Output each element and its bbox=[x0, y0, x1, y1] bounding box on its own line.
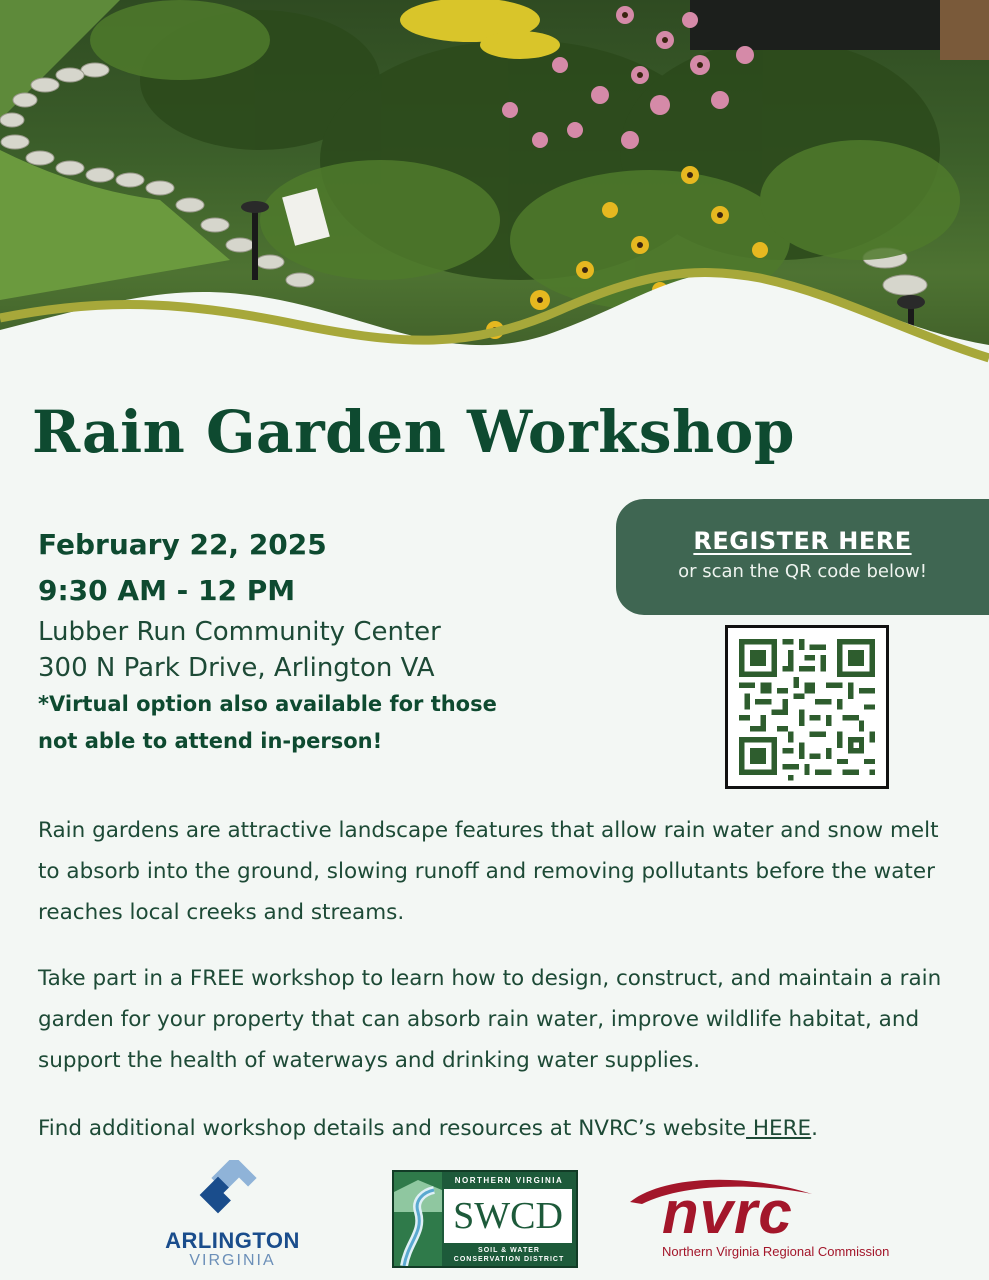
event-address: 300 N Park Drive, Arlington VA bbox=[38, 653, 435, 683]
swcd-top-label: NORTHERN VIRGINIA bbox=[454, 1176, 564, 1185]
resources-text: Find additional workshop details and resources at NVRC’s website bbox=[38, 1116, 747, 1141]
resources-period: . bbox=[811, 1116, 818, 1141]
page-title: Rain Garden Workshop bbox=[32, 398, 795, 466]
register-here-link[interactable]: REGISTER HERE bbox=[693, 527, 912, 555]
qr-code[interactable] bbox=[725, 625, 889, 789]
virtual-note: *Virtual option also available for those not able to attend in-person! bbox=[38, 692, 497, 753]
nvrc-subtitle: Northern Virginia Regional Commission bbox=[662, 1244, 890, 1259]
rain-garden-photo bbox=[0, 0, 989, 390]
swcd-river-icon bbox=[394, 1172, 442, 1266]
arlington-diamond-icon bbox=[150, 1160, 315, 1230]
swcd-main-label: SWCD bbox=[444, 1189, 572, 1243]
register-subtitle: or scan the QR code below! bbox=[678, 561, 927, 582]
arlington-name: ARLINGTON bbox=[165, 1228, 300, 1253]
event-date: February 22, 2025 bbox=[38, 528, 327, 561]
intro-paragraph: Rain gardens are attractive landscape features that allow rain water and snow melt to absorb into the ground, slowing runoff and removing pollutants before the water reaches local creeks and streams. bbox=[38, 818, 939, 925]
nvrc-logo bbox=[622, 1172, 912, 1268]
arlington-logo bbox=[150, 1160, 315, 1275]
arlington-subtitle: VIRGINIA bbox=[189, 1252, 276, 1269]
event-venue: Lubber Run Community Center bbox=[38, 617, 441, 647]
swcd-bottom-label: SOIL & WATER CONSERVATION DISTRICT bbox=[453, 1247, 565, 1263]
resources-paragraph bbox=[38, 1108, 948, 1149]
event-details bbox=[38, 522, 598, 760]
swcd-logo bbox=[392, 1170, 578, 1268]
nvrc-name: nvrc bbox=[662, 1179, 793, 1246]
qr-code-icon bbox=[728, 628, 886, 786]
nvrc-website-link[interactable]: HERE bbox=[746, 1116, 812, 1141]
workshop-paragraph: Take part in a FREE workshop to learn how to design, construct, and maintain a rain garden for your property that can absorb rain water, improve wildlife habitat, and support the health of waterways and drinking water supplies. bbox=[38, 966, 942, 1073]
event-time: 9:30 AM - 12 PM bbox=[38, 574, 296, 607]
register-panel bbox=[616, 499, 989, 615]
